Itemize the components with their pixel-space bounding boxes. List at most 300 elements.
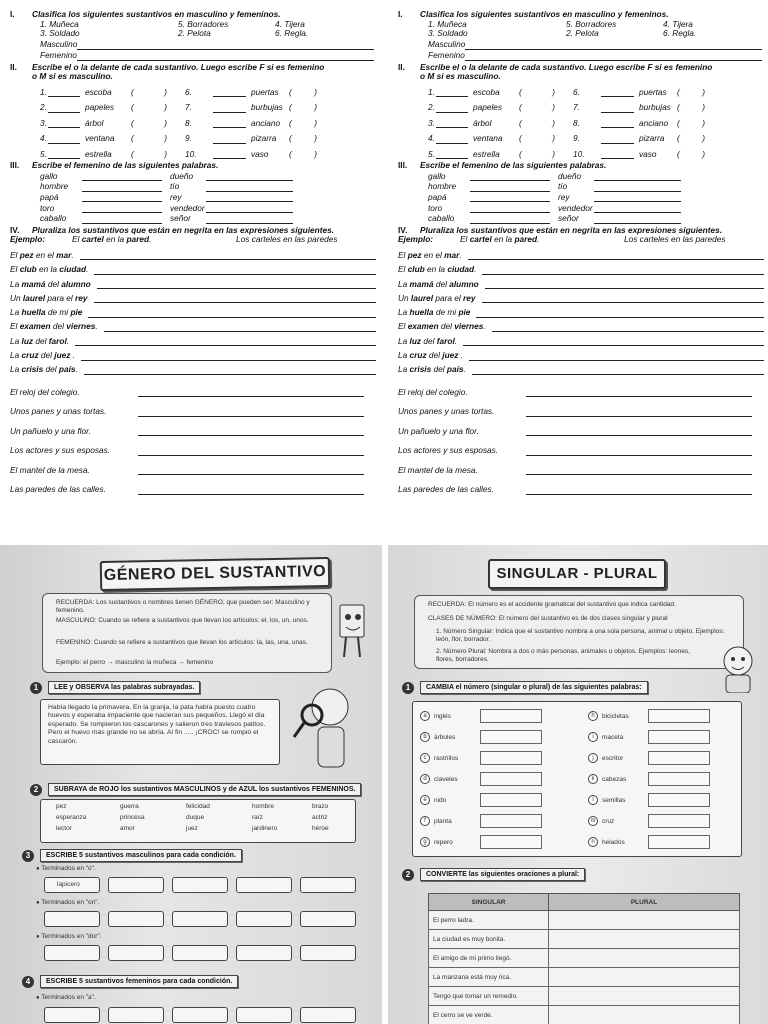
item-number: 3. [40,117,47,128]
masculino-line[interactable]: Masculino [398,39,768,50]
word: claveles [434,775,458,783]
pluralize-row: Un laurel para el rey [398,289,768,303]
article-blank[interactable] [213,150,246,159]
article-blank[interactable] [213,135,246,144]
item-number: 9. [185,133,192,144]
noun-word: puertas [251,86,279,97]
word-cell [420,753,458,763]
noun-word: árbol [473,117,492,128]
answer-line[interactable] [81,353,376,361]
masc-word: caballo [40,213,67,224]
answer-box[interactable] [300,1007,356,1023]
phrase-row [10,397,380,417]
answer-line[interactable] [138,487,364,495]
step-3: 3 ESCRIBE 5 sustantivos masculinos para cada condición. [22,849,242,862]
word: repero [434,838,453,846]
story-text: Había llegado la primavera. En la granja, la pata había puesto cuatro huevos y esperaba impaciente que nacieran sus pequeños. Llegó el día esperado. Se rompieron los cascarones y salieron tres traviesos patitos. Pero el huevo más grande no se abría. Al fin ..... ¡CROC! se rompió el cascarón. [48,704,266,745]
answer-box[interactable] [44,911,100,927]
gender-paren[interactable]: ( ) [289,133,317,144]
masc-word: papá [428,191,447,202]
s2-row [10,113,380,129]
s3-row [398,171,768,182]
feminine-blank[interactable] [206,185,293,192]
word: inglés [434,712,451,720]
masc-word: hombre [428,181,457,192]
gender-paren[interactable]: ( ) [289,86,317,97]
word-cell [588,774,626,784]
worksheet-left [10,8,380,533]
phrase-row [398,475,768,495]
answer-box[interactable] [480,709,542,723]
phrase-text: Los actores y sus esposas. [10,445,111,456]
condition-dor: ● Terminados en "dor". [36,933,102,940]
feminine-blank[interactable] [82,206,162,213]
article-blank[interactable] [213,104,246,113]
word-item: guerra [120,803,139,810]
answer-box[interactable] [172,911,228,927]
article-blank[interactable] [213,88,246,97]
word-item: actriz [312,814,328,821]
noun-word: árbol [85,117,104,128]
answer-line[interactable] [138,428,364,436]
recuerda-text: RECUERDA: Los sustantivos o nombres tienen GÉNERO, que pueden ser: Masculino y femenino. [56,599,310,615]
s2-row [10,82,380,98]
article-blank[interactable] [213,119,246,128]
phrase-text: Unos panes y unas tortas. [398,406,495,417]
masc-word: tío [558,181,568,192]
answer-line[interactable] [526,409,752,417]
example-row: Ejemplo: El cartel en la pared. Los carteles en las paredes [398,234,726,245]
answer-box[interactable] [300,945,356,961]
noun-word: escoba [473,86,500,97]
pluralize-row: La cruz del juez . [10,346,380,360]
feminine-blank[interactable] [206,174,293,181]
word-cell [420,732,455,742]
masculino-line[interactable]: Masculino [10,39,380,50]
answer-line[interactable] [472,367,764,375]
article-blank[interactable] [48,104,80,113]
article-blank[interactable] [601,135,634,144]
noun-word: papeles [85,102,115,113]
article-blank[interactable] [436,150,468,159]
feminine-blank[interactable] [594,185,681,192]
answer-box[interactable] [480,772,542,786]
answer-line[interactable] [526,467,752,475]
item-number: 8. [185,117,192,128]
step-4: 4 ESCRIBE 5 sustantivos femeninos para cada condición. [22,975,238,988]
femenino-text: FEMENINO: Cuando se refiere a sustantivos que llevan los artículos: la, las, una, unas. [56,639,308,646]
masc-word: señor [558,213,579,224]
word: helados [602,838,625,846]
answer-box[interactable] [648,835,710,849]
condition-on: ● Terminados en "on". [36,899,99,906]
answer-line[interactable] [97,281,376,289]
word-item: hombre [252,803,275,810]
answer-line[interactable] [94,267,376,275]
bold-noun: pie [70,307,83,318]
word-item: esperanza [56,814,87,821]
answer-line[interactable] [88,310,376,318]
s3-row [10,171,380,182]
answer-line[interactable] [485,281,764,289]
pluralize-row: El examen del viernes. [10,318,380,332]
plural-text: 2. Número Plural: Nombra a dos o más personas, animales u objetos. Ejemplos: leones, flores, borradores. [436,648,690,664]
bold-noun: farol [436,335,455,346]
bold-noun: alumno [61,278,91,289]
bold-noun: pez [407,249,422,260]
answer-line[interactable] [468,252,764,260]
noun-word: pizarra [639,133,665,144]
answer-box[interactable] [480,751,542,765]
answer-line[interactable] [526,487,752,495]
table-row [429,930,740,949]
step-1: 1 LEE y OBSERVA las palabras subrayadas. [30,681,200,694]
answer-line[interactable] [138,467,364,475]
feminine-blank[interactable] [82,195,162,202]
phrase-row [398,397,768,417]
section-4-rows [398,246,768,375]
item-number: 6. [185,86,192,97]
answer-line[interactable] [138,389,364,397]
answer-box[interactable] [44,877,100,893]
gender-paren[interactable]: ( ) [131,148,167,159]
word-cell [420,795,446,805]
phrase-text: Un pañuelo y una flor. [10,425,91,436]
bold-noun: huella [409,307,434,318]
answer-line[interactable] [138,448,364,456]
pluralize-row: La crisis del país. [398,361,768,375]
singular-cell: Tengo que tomar un remedio. [429,987,549,1006]
letter-icon: i [588,732,598,742]
answer-box[interactable] [648,709,710,723]
feminine-blank[interactable] [206,217,293,224]
answer-box[interactable] [108,1007,164,1023]
s2-row [10,144,380,160]
answer-box[interactable] [172,1007,228,1023]
table-row [429,949,740,968]
answer-box[interactable] [172,877,228,893]
answer-line[interactable] [476,310,764,318]
answer-box[interactable] [300,911,356,927]
article-blank[interactable] [436,135,468,144]
table-row [429,1006,740,1024]
phrase-text: El mantel de la mesa. [10,464,90,475]
feminine-blank[interactable] [594,174,681,181]
gender-paren[interactable]: ( ) [677,86,705,97]
section-4-rows [10,246,380,375]
word-cell [420,816,452,826]
masc-word: papá [40,191,59,202]
s3-row [10,192,380,203]
bold-noun: crisis [409,364,432,375]
answer-line[interactable] [482,295,764,303]
girl-character-icon [710,641,766,693]
bold-noun: ciudad [447,264,475,275]
gender-paren[interactable]: ( ) [677,102,705,113]
noun-word: puertas [639,86,667,97]
feminine-blank[interactable] [470,206,550,213]
page-banner: SINGULAR - PLURAL [488,559,666,589]
gender-paren[interactable]: ( ) [519,133,555,144]
answer-box[interactable] [236,911,292,927]
gender-paren[interactable]: ( ) [289,148,317,159]
section-2-rows [10,82,380,160]
bold-noun: laurel [410,292,434,303]
answer-box[interactable] [480,835,542,849]
answer-box[interactable] [648,751,710,765]
gender-paren[interactable]: ( ) [677,133,705,144]
plural-cell[interactable] [549,1006,740,1024]
pluralize-row: La huella de mi pie [10,303,380,317]
pluralize-row: Un laurel para el rey [10,289,380,303]
plural-cell[interactable] [549,949,740,968]
word-cell [588,837,625,847]
masc-word: tío [170,181,180,192]
answer-line[interactable] [482,267,764,275]
plural-cell[interactable] [549,930,740,949]
feminine-blank[interactable] [594,195,681,202]
plural-cell[interactable] [549,968,740,987]
answer-line[interactable] [526,428,752,436]
answer-line[interactable] [84,367,376,375]
article-blank[interactable] [48,135,80,144]
s3-row [398,181,768,192]
item-number: 9. [573,133,580,144]
gender-paren[interactable]: ( ) [677,117,705,128]
word-cell [588,732,623,742]
plural-table [428,893,740,1024]
feminine-blank[interactable] [470,195,550,202]
bold-noun: luz [409,335,422,346]
noun-word: vaso [639,148,657,159]
table-row [429,968,740,987]
article-blank[interactable] [436,88,468,97]
item-number: 10. [573,148,585,159]
masc-word: gallo [40,170,58,181]
word-item: duque [186,814,205,821]
feminine-blank[interactable] [82,185,162,192]
feminine-blank[interactable] [206,195,293,202]
letter-icon: m [588,816,598,826]
plural-cell[interactable] [549,911,740,930]
section-1-items: 1. Muñeca 5. Borradores 4. Tijera 3. Soldado 2. Pelota 6. Regla. [40,18,309,39]
s2-row [398,128,768,144]
answer-box[interactable] [480,793,542,807]
phrase-row [398,378,768,398]
word-cell [588,816,614,826]
gender-paren[interactable]: ( ) [131,102,167,113]
step-1: 1 CAMBIA el número (singular o plural) de las siguientes palabras: [402,681,648,694]
answer-line[interactable] [94,295,376,303]
gender-paren[interactable]: ( ) [131,133,167,144]
article-blank[interactable] [48,150,80,159]
feminine-blank[interactable] [470,185,550,192]
answer-box[interactable] [236,877,292,893]
item-number: 7. [573,102,580,113]
bold-noun: mar [444,249,460,260]
phrase-row [398,456,768,476]
pluralize-row: El pez en el mar. [398,246,768,260]
section-5-rows [398,378,768,495]
masc-word: toro [428,202,443,213]
item-number: 1. [40,86,47,97]
femenino-line[interactable]: Femenino [10,50,380,61]
answer-line[interactable] [526,448,752,456]
singular-cell: La ciudad es muy bonita. [429,930,549,949]
article-blank[interactable] [48,88,80,97]
item-number: 2. [428,102,435,113]
phrase-row [398,436,768,456]
noun-word: burbujas [251,102,283,113]
bold-noun: examen [407,321,439,332]
s3-row [10,202,380,213]
article-blank[interactable] [601,119,634,128]
section-3-title: III. Escribe el femenino de las siguientes palabras. [10,160,219,171]
step-2: 2 CONVIERTE las siguientes oraciones a plural: [402,868,585,881]
bold-noun: huella [21,307,46,318]
s2-row [398,144,768,160]
phrase-text: Los actores y sus esposas. [398,445,499,456]
section-4-title: IV. Pluraliza los sustantivos que están en negrita en las expresiones siguientes. [398,224,723,235]
gender-paren[interactable]: ( ) [519,117,555,128]
noun-word: ventana [85,133,115,144]
answer-line[interactable] [104,324,376,332]
word-cell [588,711,629,721]
feminine-blank[interactable] [82,174,162,181]
feminine-blank[interactable] [594,206,681,213]
recuerda-text: RECUERDA: El número es el accidente gramatical del sustantivo que indica cantidad. [428,601,676,608]
clases-text: CLASES DE NÚMERO: El número del sustantivo es de dos clases singular y plural [428,615,668,622]
femenino-line[interactable]: Femenino [398,50,768,61]
pluralize-row: La huella de mi pie [398,303,768,317]
gender-paren[interactable]: ( ) [519,102,555,113]
noun-word: papeles [473,102,503,113]
answer-box[interactable] [648,793,710,807]
letter-icon: b [420,732,430,742]
answer-box[interactable] [236,945,292,961]
girl-magnifier-icon [290,677,360,777]
masc-word: hombre [40,181,69,192]
answer-box[interactable] [648,730,710,744]
phrase-text: El reloj del colegio. [398,386,468,397]
bold-noun: pez [19,249,34,260]
word: árboles [434,733,456,741]
word-item: jardinero [252,825,278,832]
article-blank[interactable] [436,104,468,113]
pluralize-row: La crisis del país. [10,361,380,375]
item-number: 6. [573,86,580,97]
word: escritor [602,754,624,762]
bold-noun: rey [463,292,476,303]
masc-word: dueño [170,170,194,181]
article-blank[interactable] [436,119,468,128]
phrase-text: Un pañuelo y una flor. [398,425,479,436]
noun-word: anciano [251,117,281,128]
answer-box[interactable] [648,772,710,786]
article-blank[interactable] [48,119,80,128]
gender-paren[interactable]: ( ) [289,102,317,113]
feminine-blank[interactable] [594,217,681,224]
answer-box[interactable] [648,814,710,828]
feminine-blank[interactable] [206,206,293,213]
gender-paren[interactable]: ( ) [131,86,167,97]
answer-line[interactable] [469,353,764,361]
feminine-blank[interactable] [470,174,550,181]
article-blank[interactable] [601,88,634,97]
answer-box[interactable] [108,877,164,893]
plural-cell[interactable] [549,987,740,1006]
s2-row [10,97,380,113]
gender-paren[interactable]: ( ) [289,117,317,128]
bold-noun: club [407,264,425,275]
answer-box[interactable] [236,1007,292,1023]
answer-box[interactable] [172,945,228,961]
word: bicicletas [602,712,629,720]
singular-cell: El perro ladra. [429,911,549,930]
pluralize-row: El pez en el mar. [10,246,380,260]
gender-paren[interactable]: ( ) [519,86,555,97]
answer-line[interactable] [526,389,752,397]
phrase-text: El reloj del colegio. [10,386,80,397]
masc-word: caballo [428,213,455,224]
noun-word: vaso [251,148,269,159]
answer-line[interactable] [138,409,364,417]
item-number: 3. [428,117,435,128]
word-cell [588,753,623,763]
answer-line[interactable] [463,338,764,346]
masc-word: dueño [558,170,582,181]
answer-line[interactable] [75,338,376,346]
bold-noun: país [446,364,464,375]
answer-box[interactable] [480,730,542,744]
feminine-blank[interactable] [470,217,550,224]
word-cell [420,711,451,721]
answer-box[interactable] [44,945,100,961]
article-blank[interactable] [601,150,634,159]
word: rastrillos [434,754,459,762]
section-5-rows [10,378,380,495]
bold-noun: viernes [66,321,96,332]
answer-line[interactable] [80,252,376,260]
condition-o: ● Terminados en "o". [36,865,96,872]
bold-noun: mamá [409,278,434,289]
masc-word: toro [40,202,55,213]
answer-box[interactable] [108,911,164,927]
answer-box[interactable] [108,945,164,961]
answer-line[interactable] [492,324,764,332]
answer-box[interactable] [44,1007,100,1023]
gender-paren[interactable]: ( ) [519,148,555,159]
answer-box[interactable] [300,877,356,893]
singular-cell: El amigo de mi primo llegó. [429,949,549,968]
bold-noun: laurel [22,292,46,303]
masc-word: gallo [428,170,446,181]
gender-paren[interactable]: ( ) [131,117,167,128]
word-item: princesa [120,814,145,821]
pluralize-row: La cruz del juez . [398,346,768,360]
section-2-title: II. Escribe el o la delante de cada sustantivo. Luego escribe F si es femenino [10,61,325,72]
feminine-blank[interactable] [82,217,162,224]
noun-word: escoba [85,86,112,97]
gender-paren[interactable]: ( ) [677,148,705,159]
letter-icon: n [588,837,598,847]
section-1-items: 1. Muñeca 5. Borradores 4. Tijera 3. Soldado 2. Pelota 6. Regla. [428,18,697,39]
article-blank[interactable] [601,104,634,113]
s3-row [10,181,380,192]
word: planta [434,817,452,825]
item-number: 1. [428,86,435,97]
answer-box[interactable] [480,814,542,828]
